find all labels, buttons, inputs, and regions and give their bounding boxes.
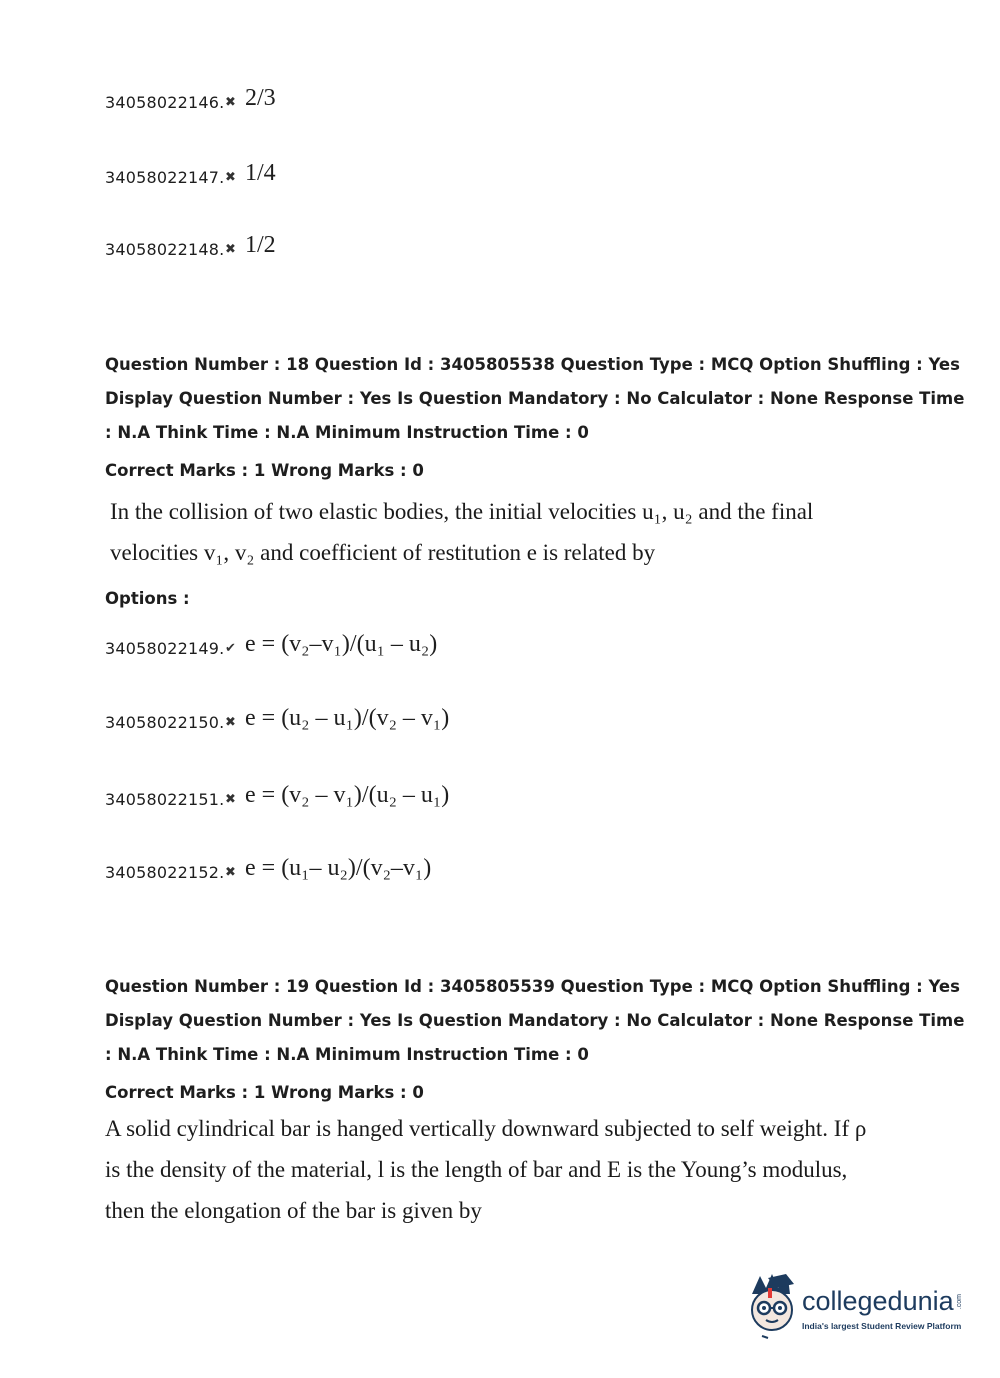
option-id: 34058022150. — [105, 713, 225, 732]
cross-icon: ✖ — [225, 865, 236, 880]
option-row — [105, 618, 605, 658]
mascot-icon — [742, 1272, 800, 1344]
logo-suffix: .com — [956, 1294, 963, 1310]
question-text: then the elongation of the bar is given by — [105, 1198, 482, 1223]
cross-icon: ✖ — [225, 792, 236, 807]
option-text: e = (v₂–v₁)/(u₁ – u₂) — [245, 631, 438, 657]
question-marks: Correct Marks : 1 Wrong Marks : 0 — [105, 1083, 424, 1102]
option-id: 34058022147. — [105, 168, 225, 187]
option-text: e = (u₂ – u₁)/(v₂ – v₁) — [245, 705, 450, 731]
option-id: 34058022148. — [105, 240, 225, 259]
option-row — [105, 72, 505, 112]
check-icon: ✔ — [225, 641, 236, 656]
question-text: velocities v₁, v₂ and coefficient of restitution e is related by — [110, 540, 656, 565]
question-meta: : N.A Think Time : N.A Minimum Instruction Time : 0 — [105, 1045, 589, 1064]
cross-icon: ✖ — [225, 95, 236, 110]
option-id: 34058022152. — [105, 863, 225, 882]
option-row — [105, 692, 605, 732]
options-label: Options : — [105, 589, 190, 608]
option-text: 1/2 — [245, 232, 276, 258]
option-id: 34058022149. — [105, 639, 225, 658]
option-id: 34058022151. — [105, 790, 225, 809]
option-row — [105, 219, 505, 259]
option-text: 1/4 — [245, 160, 276, 186]
logo-tagline: India's largest Student Review Platform — [802, 1321, 962, 1331]
question-text: In the collision of two elastic bodies, the initial velocities u₁, u₂ and the final — [110, 499, 814, 524]
option-row — [105, 842, 605, 882]
question-meta: : N.A Think Time : N.A Minimum Instruction Time : 0 — [105, 423, 589, 442]
question-meta: Question Number : 19 Question Id : 3405805539 Question Type : MCQ Option Shuffling : Yes — [105, 977, 960, 996]
cross-icon: ✖ — [225, 715, 236, 730]
question-meta: Display Question Number : Yes Is Question Mandatory : No Calculator : None Response Time — [105, 1011, 965, 1030]
cross-icon: ✖ — [225, 170, 236, 185]
option-text: e = (v₂ – v₁)/(u₂ – u₁) — [245, 782, 450, 808]
cross-icon: ✖ — [225, 242, 236, 257]
question-text: A solid cylindrical bar is hanged vertically downward subjected to self weight. If ρ — [105, 1116, 867, 1141]
logo-name: collegedunia — [802, 1286, 954, 1316]
collegedunia-logo — [742, 1272, 977, 1344]
option-row — [105, 147, 505, 187]
question-text: is the density of the material, l is the length of bar and E is the Young’s modulus, — [105, 1157, 848, 1182]
question-meta: Display Question Number : Yes Is Question Mandatory : No Calculator : None Response Time — [105, 389, 965, 408]
option-text: e = (u₁– u₂)/(v₂–v₁) — [245, 855, 432, 881]
option-id: 34058022146. — [105, 93, 225, 112]
question-meta: Question Number : 18 Question Id : 3405805538 Question Type : MCQ Option Shuffling : Yes — [105, 355, 960, 374]
option-row — [105, 769, 605, 809]
question-marks: Correct Marks : 1 Wrong Marks : 0 — [105, 461, 424, 480]
option-text: 2/3 — [245, 85, 276, 111]
